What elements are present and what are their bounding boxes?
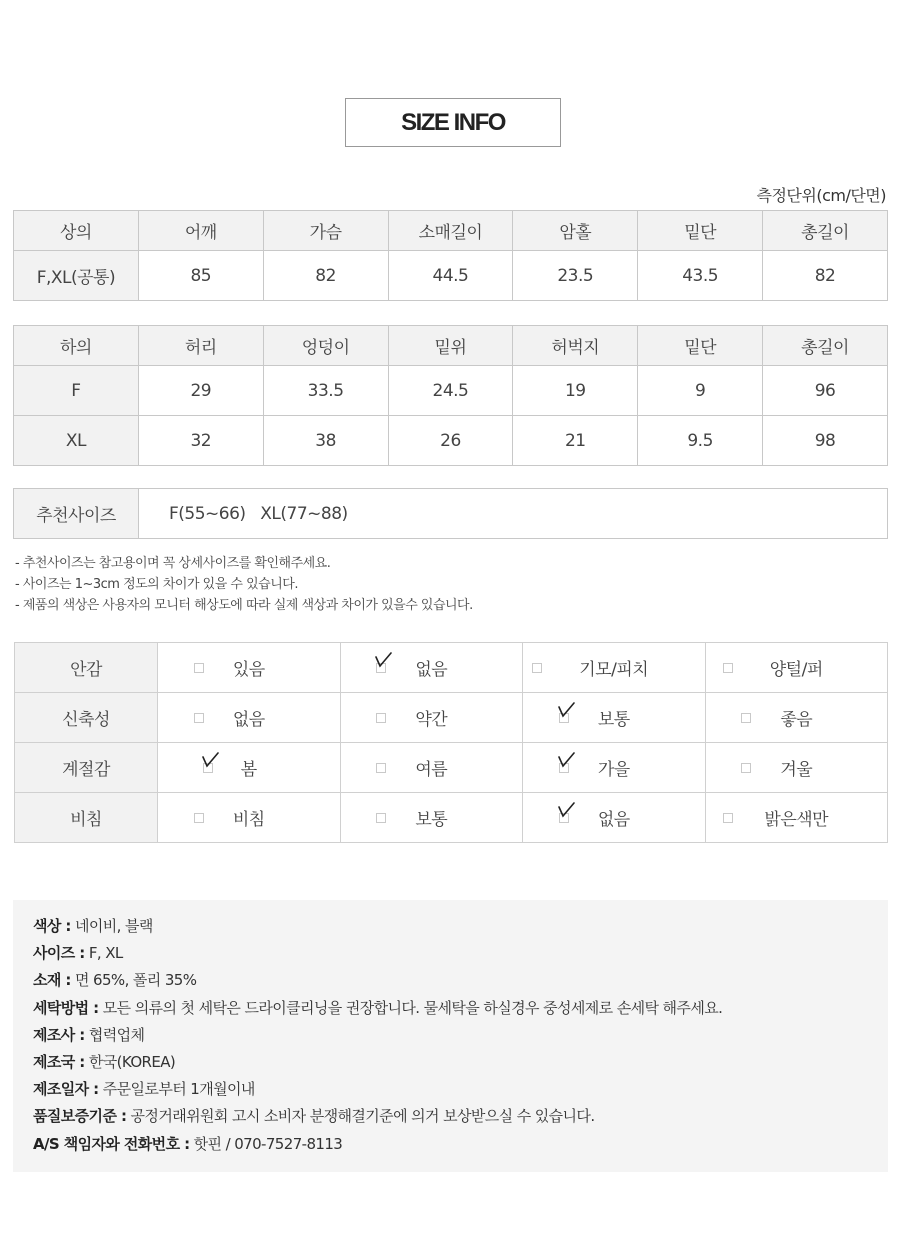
checkbox-icon[interactable] [194, 713, 204, 723]
table-cell: 82 [263, 251, 388, 301]
checkbox-icon[interactable] [723, 813, 733, 823]
info-line-warranty [33, 1103, 888, 1130]
option-wrap [706, 793, 888, 842]
property-option[interactable] [158, 793, 341, 843]
property-label: 신축성 [15, 693, 158, 743]
info-value: 협력업체 [84, 1025, 145, 1044]
table-cell: 24.5 [388, 366, 513, 416]
table-cell: 96 [763, 366, 888, 416]
option-wrap [341, 743, 523, 792]
option-wrap [158, 693, 340, 742]
table-row [14, 489, 888, 539]
property-label: 안감 [15, 643, 158, 693]
property-option[interactable] [340, 693, 523, 743]
option-label: 좋음 [780, 710, 813, 730]
checkbox-icon[interactable] [376, 813, 386, 823]
table-cell: 23.5 [513, 251, 638, 301]
option-label: 가을 [597, 760, 630, 780]
option-wrap [706, 643, 888, 692]
option-label: 비침 [232, 810, 265, 830]
info-line-washing [33, 995, 888, 1022]
info-value: F, XL [84, 944, 123, 963]
recommended-size-table [13, 488, 888, 539]
property-option[interactable] [705, 793, 888, 843]
info-key: 세탁방법 : [33, 998, 99, 1017]
option-wrap [706, 743, 888, 792]
table-cell: 19 [513, 366, 638, 416]
header-cell: 어깨 [138, 211, 263, 251]
option-wrap [523, 643, 705, 692]
option-wrap [523, 743, 705, 792]
info-key: 소재 : [33, 971, 71, 990]
header-cell: 밑단 [638, 326, 763, 366]
info-value: 주문일로부터 1개월이내 [98, 1080, 255, 1099]
option-wrap [341, 643, 523, 692]
option-label: 보통 [415, 810, 448, 830]
check-mark-icon [200, 750, 222, 772]
header-cell: 허리 [138, 326, 263, 366]
option-label: 기모/피치 [579, 660, 649, 680]
recommend-label: 추천사이즈 [14, 489, 139, 539]
option-label: 없음 [597, 810, 630, 830]
option-wrap [523, 693, 705, 742]
table-cell: 98 [763, 416, 888, 466]
option-wrap [706, 693, 888, 742]
table-cell: 29 [138, 366, 263, 416]
info-key: A/S 책임자와 전화번호 : [33, 1134, 190, 1153]
property-row [15, 643, 888, 693]
property-option[interactable] [705, 743, 888, 793]
property-option[interactable] [158, 743, 341, 793]
checkbox-icon[interactable] [741, 763, 751, 773]
check-mark-icon [556, 700, 578, 722]
table-cell: 26 [388, 416, 513, 466]
row-label-cell: F [14, 366, 139, 416]
info-value: 모든 의류의 첫 세탁은 드라이클리닝을 권장합니다. 물세탁을 하실경우 중성세제로 손세탁 해주세요. [98, 998, 723, 1017]
info-line-country [33, 1049, 888, 1076]
info-value: 면 65%, 폴리 35% [70, 971, 197, 990]
option-wrap [158, 643, 340, 692]
checkbox-icon[interactable] [376, 713, 386, 723]
checkbox-icon[interactable] [194, 813, 204, 823]
table-cell: 9 [638, 366, 763, 416]
property-option[interactable] [523, 743, 706, 793]
option-label: 밝은색만 [764, 810, 829, 830]
property-option[interactable] [523, 643, 706, 693]
header-cell: 허벅지 [513, 326, 638, 366]
header-cell: 총길이 [763, 211, 888, 251]
option-label: 여름 [415, 760, 448, 780]
info-value: 공정거래위원회 고시 소비자 분쟁해결기준에 의거 보상받으실 수 있습니다. [126, 1107, 595, 1126]
info-line-date [33, 1076, 888, 1103]
info-line-color [33, 913, 888, 940]
check-mark-icon [556, 800, 578, 822]
property-option[interactable] [705, 693, 888, 743]
header-cell: 하의 [14, 326, 139, 366]
header-cell: 총길이 [763, 326, 888, 366]
option-label: 겨울 [780, 760, 813, 780]
table-header-row [14, 211, 888, 251]
table-row [14, 251, 888, 301]
info-value: 핫핀 / 070-7527-8113 [189, 1134, 343, 1153]
table-row [14, 366, 888, 416]
info-key: 사이즈 : [33, 944, 85, 963]
header-cell: 밑위 [388, 326, 513, 366]
table-cell: 43.5 [638, 251, 763, 301]
header-cell: 암홀 [513, 211, 638, 251]
option-wrap [158, 743, 340, 792]
fabric-properties-table [14, 642, 888, 843]
property-option[interactable] [158, 643, 341, 693]
table-cell: 32 [138, 416, 263, 466]
option-label: 없음 [232, 710, 265, 730]
info-line-manufacturer [33, 1022, 888, 1049]
property-row [15, 693, 888, 743]
option-wrap [523, 793, 705, 842]
property-label: 계절감 [15, 743, 158, 793]
info-key: 색상 : [33, 917, 71, 935]
bottom-size-table [13, 325, 888, 466]
checkbox-icon[interactable] [194, 663, 204, 673]
checkbox-icon[interactable] [532, 663, 542, 673]
table-cell: 33.5 [263, 366, 388, 416]
info-key: 품질보증기준 : [33, 1107, 127, 1126]
info-line-material [33, 967, 888, 994]
table-cell: 85 [138, 251, 263, 301]
top-size-table [13, 210, 888, 301]
measure-unit-label: 측정단위(cm/단면) [756, 186, 886, 205]
table-cell: 38 [263, 416, 388, 466]
checkbox-icon[interactable] [723, 663, 733, 673]
header-cell: 밑단 [638, 211, 763, 251]
info-value: 네이비, 블랙 [70, 917, 153, 935]
header-cell: 소매길이 [388, 211, 513, 251]
table-row [14, 416, 888, 466]
option-wrap [158, 793, 340, 842]
property-option[interactable] [340, 793, 523, 843]
option-label: 있음 [232, 660, 265, 680]
info-key: 제조국 : [33, 1052, 85, 1071]
option-label: 없음 [415, 660, 448, 680]
property-option[interactable] [158, 693, 341, 743]
property-row [15, 793, 888, 843]
property-option[interactable] [340, 643, 523, 693]
property-label: 비침 [15, 793, 158, 843]
info-key: 제조일자 : [33, 1080, 99, 1099]
table-header-row [14, 326, 888, 366]
option-label: 양털/퍼 [769, 660, 823, 680]
row-label-cell: XL [14, 416, 139, 466]
table-cell: 21 [513, 416, 638, 466]
option-wrap [341, 793, 523, 842]
info-line-as-contact [33, 1131, 888, 1158]
property-row [15, 743, 888, 793]
option-label: 봄 [240, 760, 257, 780]
row-label-cell: F,XL(공통) [14, 251, 139, 301]
header-cell: 엉덩이 [263, 326, 388, 366]
header-cell: 상의 [14, 211, 139, 251]
note-line: - 추천사이즈는 참고용이며 꼭 상세사이즈를 확인해주세요. [15, 556, 331, 571]
size-info-title: SIZE INFO [345, 98, 561, 147]
info-line-size [33, 940, 888, 967]
recommend-value: F(55~66) XL(77~88) [139, 489, 888, 539]
property-option[interactable] [523, 793, 706, 843]
header-cell: 가슴 [263, 211, 388, 251]
checkbox-icon[interactable] [376, 763, 386, 773]
note-line: - 사이즈는 1~3cm 정도의 차이가 있을 수 있습니다. [15, 577, 298, 592]
check-mark-icon [556, 750, 578, 772]
size-notes [15, 553, 473, 616]
info-key: 제조사 : [33, 1025, 85, 1044]
table-cell: 44.5 [388, 251, 513, 301]
property-option[interactable] [523, 693, 706, 743]
option-label: 약간 [415, 710, 448, 730]
option-wrap [341, 693, 523, 742]
table-cell: 82 [763, 251, 888, 301]
option-label: 보통 [597, 710, 630, 730]
note-line: - 제품의 색상은 사용자의 모니터 해상도에 따라 실제 색상과 차이가 있을수 있습니다. [15, 598, 473, 613]
info-value: 한국(KOREA) [84, 1052, 176, 1071]
table-cell: 9.5 [638, 416, 763, 466]
checkbox-icon[interactable] [741, 713, 751, 723]
product-info-box [13, 900, 888, 1172]
check-mark-icon [373, 650, 395, 672]
property-option[interactable] [705, 643, 888, 693]
property-option[interactable] [340, 743, 523, 793]
